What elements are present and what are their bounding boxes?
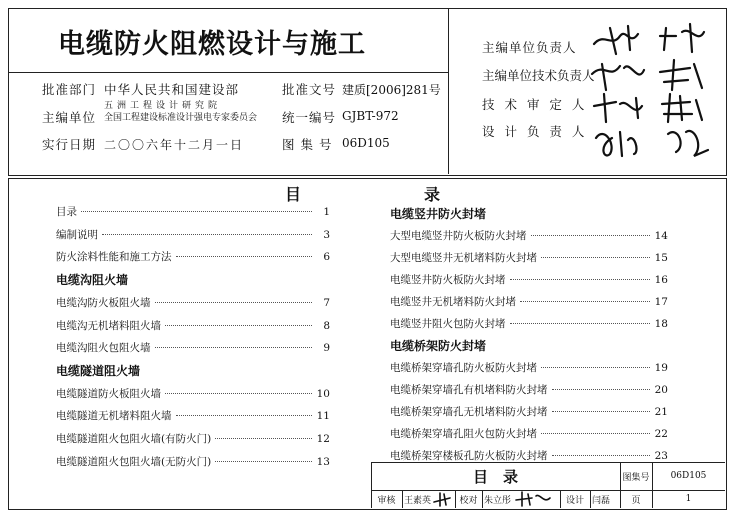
review-name-cell: 王素英 [404, 495, 432, 506]
toc-section-heading: 电缆隧道阻火墙 [56, 363, 141, 378]
toc-section-heading: 电缆沟阻火墙 [56, 273, 129, 288]
header-divider [448, 8, 449, 174]
document-title: 电缆防火阻燃设计与施工 [58, 29, 366, 60]
toc-entry-page: 18 [654, 318, 668, 330]
toc-entry-title: 电缆沟防火板阻火墙 [56, 296, 151, 309]
approval-doc-label: 批准文号 [282, 82, 337, 97]
toc-entry[interactable] [56, 431, 330, 445]
toc-entry-title: 大型电缆竖井防火板防火封堵 [390, 230, 527, 242]
chief-unit-label: 主编单位 [42, 110, 97, 125]
toc-leader-dots [215, 461, 312, 462]
toc-entry-title: 电缆竖井无机堵料防火封堵 [390, 296, 516, 308]
toc-entry[interactable] [56, 318, 330, 332]
toc-entry-title: 防火涂料性能和施工方法 [56, 251, 172, 264]
signature-block [590, 14, 720, 164]
toc-leader-dots [81, 211, 312, 212]
toc-heading-right: 录 [424, 185, 441, 204]
toc-entry[interactable] [390, 448, 668, 462]
approval-doc: 建质[2006]281号 [342, 83, 441, 97]
toc-entry-title: 电缆桥架穿墙孔防火板防火封堵 [390, 362, 537, 374]
toc-entry-page: 7 [323, 296, 330, 309]
toc-leader-dots [541, 433, 650, 434]
toc-entry-title: 电缆隧道无机堵料阻火墙 [56, 410, 172, 423]
toc-entry-page: 15 [654, 252, 668, 264]
responsible-label-2: 主编单位技术负责人 [482, 68, 595, 83]
toc-entry-title: 电缆桥架穿楼板孔防火板防火封堵 [390, 450, 548, 462]
toc-leader-dots [520, 301, 650, 302]
toc-leader-dots [165, 393, 312, 394]
toc-leader-dots [510, 323, 651, 324]
atlas-no-label: 图 集 号 [282, 137, 333, 152]
impl-date: 二〇〇六年十二月一日 [104, 138, 245, 152]
review-label-cell: 审核 [377, 495, 396, 506]
toc-entry-page: 9 [323, 342, 330, 355]
toc-entry-page: 22 [654, 428, 668, 440]
toc-leader-dots [541, 367, 650, 368]
check-label-cell: 校对 [459, 495, 478, 506]
toc-entry[interactable] [56, 454, 330, 468]
titleblock-signatures [432, 490, 592, 508]
design-name-cell: 闫磊 [591, 495, 610, 506]
toc-leader-dots [155, 302, 313, 303]
chief-unit-line2: 全国工程建设标准设计强电专家委员会 [104, 113, 258, 123]
impl-date-label: 实行日期 [42, 137, 97, 152]
toc-section-heading: 电缆桥架防火封堵 [390, 339, 487, 353]
toc-entry[interactable] [56, 227, 330, 241]
toc-entry-page: 16 [654, 274, 668, 286]
toc-entry-page: 6 [323, 251, 330, 264]
toc-entry-title: 电缆桥架穿墙孔无机堵料防火封堵 [390, 406, 548, 418]
unified-no: GJBT-972 [342, 109, 399, 123]
toc-entry[interactable] [56, 408, 330, 422]
toc-leader-dots [165, 325, 312, 326]
toc-entry-title: 电缆沟无机堵料阻火墙 [56, 319, 161, 332]
check-name-cell: 朱立彤 [484, 495, 512, 506]
toc-entry-page: 8 [323, 319, 330, 332]
page-label-cell: 页 [631, 495, 641, 506]
approval-dept-label: 批准部门 [42, 82, 97, 97]
toc-entry[interactable] [390, 426, 668, 440]
toc-entry[interactable] [56, 204, 330, 218]
toc-entry-title: 目录 [56, 206, 77, 218]
toc-leader-dots [176, 415, 313, 416]
title-block-name: 目 录 [472, 467, 518, 486]
responsible-label-4: 设 计 负 责 人 [482, 124, 588, 139]
toc-entry-page: 12 [316, 433, 330, 445]
toc-heading-left: 目 [285, 185, 302, 204]
toc-entry-title: 电缆竖井阻火包防火封堵 [390, 318, 506, 330]
unified-no-label: 统一编号 [282, 110, 337, 125]
toc-section-heading: 电缆竖井防火封堵 [390, 207, 487, 221]
toc-entry-page: 20 [654, 384, 668, 396]
page-value-cell: 1 [685, 494, 692, 504]
responsible-label-1: 主编单位负责人 [482, 40, 577, 55]
atlas-no: 06D105 [342, 136, 390, 150]
design-label-cell: 设计 [565, 495, 584, 506]
toc-entry[interactable] [56, 249, 330, 263]
atlas-label-cell: 图集号 [622, 472, 650, 483]
approval-dept: 中华人民共和国建设部 [104, 82, 240, 97]
toc-entry-page: 11 [316, 410, 330, 423]
toc-entry-page: 17 [654, 296, 668, 308]
toc-entry[interactable] [390, 294, 668, 308]
toc-leader-dots [510, 279, 651, 280]
toc-entry[interactable] [390, 228, 668, 242]
chief-unit-line1: 五洲工程设计研究院 [104, 101, 222, 111]
toc-entry-page: 21 [654, 406, 668, 418]
toc-entry[interactable] [56, 386, 330, 400]
toc-entry[interactable] [56, 295, 330, 309]
toc-entry-page: 14 [654, 230, 668, 242]
toc-entry[interactable] [390, 250, 668, 264]
toc-entry[interactable] [390, 360, 668, 374]
atlas-value-cell: 06D105 [670, 471, 707, 481]
toc-entry[interactable] [390, 272, 668, 286]
toc-entry-title: 电缆隧道防火板阻火墙 [56, 387, 161, 400]
toc-leader-dots [541, 257, 650, 258]
toc-leader-dots [552, 389, 651, 390]
toc-entry-page: 10 [316, 387, 330, 400]
title-divider [8, 72, 448, 73]
toc-leader-dots [215, 438, 312, 439]
toc-entry[interactable] [390, 404, 668, 418]
toc-entry[interactable] [56, 340, 330, 354]
toc-leader-dots [176, 256, 313, 257]
toc-entry-title: 电缆沟阻火包阻火墙 [56, 342, 151, 355]
toc-entry-title: 电缆桥架穿墙孔阻火包防火封堵 [390, 428, 537, 440]
toc-entry-page: 23 [654, 450, 668, 462]
toc-entry-page: 1 [323, 206, 330, 218]
toc-entry-title: 编制说明 [56, 228, 98, 241]
toc-entry[interactable] [390, 316, 668, 330]
toc-entry-title: 大型电缆竖井无机堵料防火封堵 [390, 252, 537, 264]
toc-entry-page: 3 [323, 228, 330, 241]
toc-leader-dots [531, 235, 651, 236]
toc-entry-page: 19 [654, 362, 668, 374]
toc-entry-page: 13 [316, 455, 330, 468]
toc-entry-title: 电缆隧道阻火包阻火墙(有防火门) [56, 433, 212, 445]
toc-leader-dots [155, 347, 313, 348]
responsible-label-3: 技 术 审 定 人 [482, 97, 588, 112]
toc-entry-title: 电缆竖井防火板防火封堵 [390, 274, 506, 286]
toc-leader-dots [552, 455, 651, 456]
toc-entry-title: 电缆桥架穿墙孔有机堵料防火封堵 [390, 384, 548, 396]
toc-entry-title: 电缆隧道阻火包阻火墙(无防火门) [56, 455, 212, 468]
toc-entry[interactable] [390, 382, 668, 396]
toc-leader-dots [552, 411, 651, 412]
toc-leader-dots [102, 234, 312, 235]
